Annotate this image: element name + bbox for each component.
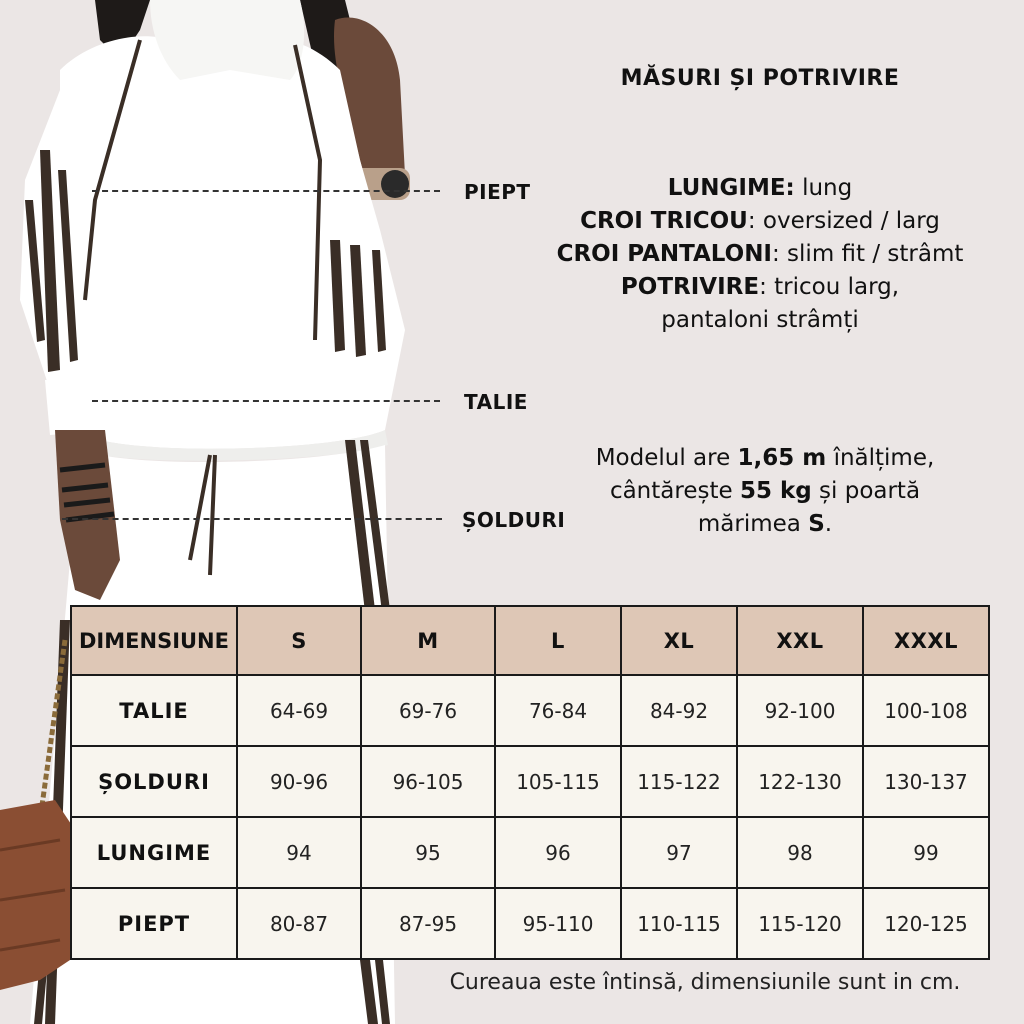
hips-guide-line [62, 518, 442, 520]
table-cell: 120-125 [863, 888, 989, 959]
table-cell: 122-130 [737, 746, 863, 817]
header-dimension: DIMENSIUNE [71, 606, 237, 675]
length-line: LUNGIME: lung [667, 175, 853, 201]
waist-label: TALIE [464, 390, 528, 414]
fit-info [530, 172, 990, 337]
table-cell: 100-108 [863, 675, 989, 746]
table-cell: 130-137 [863, 746, 989, 817]
table-cell: 98 [737, 817, 863, 888]
hips-label: ȘOLDURI [462, 508, 566, 532]
table-cell: 96-105 [361, 746, 495, 817]
pants-fit-line: CROI PANTALONI: slim fit / strâmt [556, 241, 964, 267]
table-row [71, 675, 989, 746]
row-label: ȘOLDURI [71, 746, 237, 817]
footnote: Cureaua este întinsă, dimensiunile sunt in cm. [449, 970, 961, 995]
table-cell: 96 [495, 817, 621, 888]
header-size: XXL [737, 606, 863, 675]
table-cell: 92-100 [737, 675, 863, 746]
table-cell: 87-95 [361, 888, 495, 959]
table-cell: 90-96 [237, 746, 361, 817]
right-sleeve-stripes [330, 240, 386, 357]
row-label: PIEPT [71, 888, 237, 959]
table-row [71, 817, 989, 888]
table-cell: 95 [361, 817, 495, 888]
table-cell: 110-115 [621, 888, 737, 959]
table-cell: 105-115 [495, 746, 621, 817]
table-cell: 95-110 [495, 888, 621, 959]
table-cell: 115-120 [737, 888, 863, 959]
chest-label: PIEPT [464, 180, 531, 204]
header-size: M [361, 606, 495, 675]
model-info: Modelul are 1,65 m înălțime, cântărește 55 kg și poartă mărimea S. [595, 445, 935, 537]
row-label: TALIE [71, 675, 237, 746]
header-size: L [495, 606, 621, 675]
table-cell: 76-84 [495, 675, 621, 746]
table-cell: 94 [237, 817, 361, 888]
table-row [71, 746, 989, 817]
table-cell: 115-122 [621, 746, 737, 817]
top-fit-line: CROI TRICOU: oversized / larg [580, 208, 940, 234]
size-table [70, 605, 990, 960]
fit-line: POTRIVIRE: tricou larg, pantaloni strâmți [620, 274, 900, 333]
table-cell: 97 [621, 817, 737, 888]
header-size: XXXL [863, 606, 989, 675]
row-label: LUNGIME [71, 817, 237, 888]
header-size: S [237, 606, 361, 675]
table-cell: 64-69 [237, 675, 361, 746]
waist-guide-line [92, 400, 440, 402]
table-row [71, 888, 989, 959]
chest-guide-line [92, 190, 440, 192]
table-header-row [71, 606, 989, 675]
page-title: MĂSURI ȘI POTRIVIRE [620, 66, 900, 91]
table-cell: 80-87 [237, 888, 361, 959]
table-cell: 69-76 [361, 675, 495, 746]
header-size: XL [621, 606, 737, 675]
table-cell: 84-92 [621, 675, 737, 746]
table-cell: 99 [863, 817, 989, 888]
